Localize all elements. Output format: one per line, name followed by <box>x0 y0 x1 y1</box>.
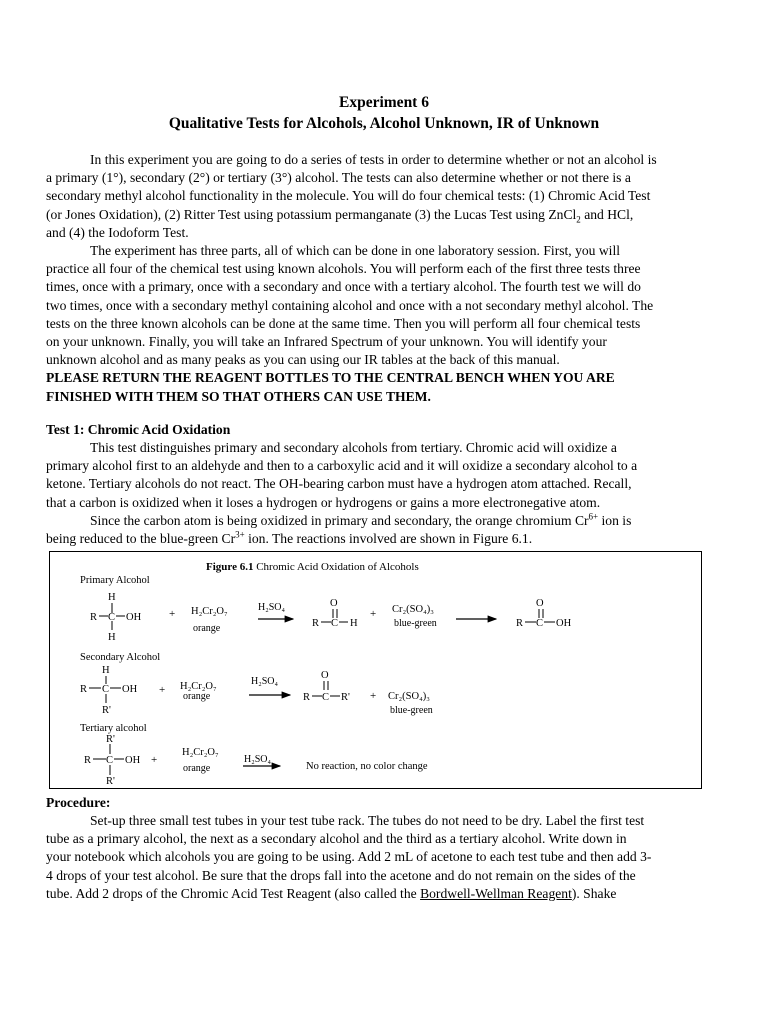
text-line: tests on the three known alcohols can be done at the same time. Then you will perform all four chemical tests <box>46 315 641 331</box>
text-line: The experiment has three parts, all of which can be done in one laboratory session. First, you will <box>90 243 621 259</box>
figure-6-1 <box>49 551 702 789</box>
warning-line: FINISHED WITH THEM SO THAT OTHERS CAN USE THEM. <box>46 388 431 404</box>
atom-c: C <box>322 692 330 703</box>
caption-bold: Figure 6.1 <box>206 561 254 573</box>
atom-r-double-prime: R' <box>106 734 115 745</box>
acid-label: H₂SO₄ <box>244 754 271 765</box>
atom-c: C <box>108 612 116 623</box>
plus-sign: + <box>370 690 377 702</box>
product-salt-label: Cr₂(SO₄)₃ <box>392 604 434 615</box>
section-heading-procedure: Procedure: <box>46 795 111 810</box>
atom-c: C <box>536 618 544 629</box>
atom-h-top: H <box>102 665 110 676</box>
atom-o: O <box>536 598 544 609</box>
atom-r-prime: R' <box>102 705 111 716</box>
text-line: secondary methyl alcohol functionality in the molecule. You will do four chemical tests: (1) Chromic Acid Test <box>46 188 651 204</box>
atom-oh: OH <box>126 612 142 623</box>
figure-caption <box>206 561 419 573</box>
text-line <box>46 206 722 224</box>
atom-c: C <box>331 618 339 629</box>
text-fragment: tube. Add 2 drops of the Chromic Acid Test Reagent (also called the <box>46 885 421 901</box>
text-line <box>46 885 722 903</box>
text-line: 4 drops of your test alcohol. Be sure that the drops fall into the acetone and do not remain on the sides of the <box>46 867 636 883</box>
atom-r: R <box>303 692 311 703</box>
orange-label: orange <box>183 691 211 702</box>
acid-label: H₂SO₄ <box>258 602 285 613</box>
test1-paragraph <box>46 439 722 548</box>
plus-sign: + <box>370 608 377 620</box>
atom-oh: OH <box>122 684 138 695</box>
primary-alcohol-label: Primary Alcohol <box>80 575 150 586</box>
atom-o: O <box>321 670 329 681</box>
subscript: 2 <box>576 214 581 225</box>
warning-line: PLEASE RETURN THE REAGENT BOTTLES TO THE CENTRAL BENCH WHEN YOU ARE <box>46 370 615 386</box>
text-line: a primary (1°), secondary (2°) or tertiary (3°) alcohol. The tests can also determine whether or not there is a <box>46 170 631 186</box>
product-salt-label: Cr₂(SO₄)₃ <box>388 691 430 702</box>
text-line <box>46 512 722 530</box>
text-line: tube as a primary alcohol, the next as a secondary alcohol and the third as a tertiary alcohol. Write down in <box>46 831 627 847</box>
text-fragment: ion is <box>598 512 632 528</box>
text-fragment: ion. The reactions involved are shown in Figure 6.1. <box>244 531 533 547</box>
atom-oh: OH <box>556 618 572 629</box>
atom-h-top: H <box>108 592 116 603</box>
text-fragment: ). Shake <box>571 885 617 901</box>
atom-r-prime: R' <box>341 692 350 703</box>
reagent-label: H₂Cr₂O₇ <box>180 681 217 692</box>
text-fragment: (or Jones Oxidation), (2) Ritter Test using potassium permanganate (3) the Lucas Test using ZnCl <box>46 206 577 222</box>
text-line: unknown alcohol and as many peaks as you can using our IR tables at the back of this manual. <box>46 352 560 368</box>
text-line: primary alcohol first to an aldehyde and then to a carboxylic acid and it will oxidize a secondary alcohol to a <box>46 458 638 474</box>
atom-h-bottom: H <box>108 632 116 643</box>
atom-r: R <box>312 618 320 629</box>
atom-r: R <box>80 684 88 695</box>
atom-r: R <box>516 618 524 629</box>
secondary-alcohol-label: Secondary Alcohol <box>80 652 161 663</box>
text-line: ketone. Tertiary alcohols do not react. The OH-bearing carbon must have a hydrogen atom attached. Recall, <box>46 476 632 492</box>
text-line: practice all four of the chemical test using known alcohols. You will perform each of the first three tests three <box>46 261 641 277</box>
atom-h: H <box>350 618 358 629</box>
text-line: In this experiment you are going to do a series of tests in order to determine whether or not an alcohol is <box>90 152 657 167</box>
superscript: 3+ <box>235 529 245 540</box>
atom-c: C <box>106 755 114 766</box>
text-line <box>46 530 722 548</box>
section-heading-test1: Test 1: Chromic Acid Oxidation <box>46 422 231 437</box>
orange-label: orange <box>193 623 221 634</box>
no-reaction-label: No reaction, no color change <box>306 761 428 772</box>
page-subtitle: Qualitative Tests for Alcohols, Alcohol Unknown, IR of Unknown <box>168 115 600 132</box>
plus-sign: + <box>169 608 176 620</box>
reagent-label: H₂Cr₂O₇ <box>182 747 219 758</box>
plus-sign: + <box>151 754 158 766</box>
text-line: on your unknown. Finally, you will take an Infrared Spectrum of your unknown. You will identify your <box>46 334 607 350</box>
blue-green-label: blue-green <box>390 705 433 716</box>
atom-o: O <box>330 598 338 609</box>
reagent-name-link: Bordwell-Wellman Reagent <box>420 885 572 901</box>
text-line: and (4) the Iodoform Test. <box>46 224 189 240</box>
atom-oh: OH <box>125 755 141 766</box>
tertiary-alcohol-label: Tertiary alcohol <box>80 723 147 734</box>
reagent-label: H₂Cr₂O₇ <box>191 606 228 617</box>
blue-green-label: blue-green <box>394 618 437 629</box>
text-line: your notebook which alcohols you are going to be using. Add 2 mL of acetone to each test tube and then add 3- <box>46 849 652 865</box>
superscript: 6+ <box>588 511 599 522</box>
text-fragment: Since the carbon atom is being oxidized in primary and secondary, the orange chromium Cr <box>90 512 589 528</box>
plus-sign: + <box>159 684 166 696</box>
reaction-diagram <box>50 552 701 788</box>
acid-label: H₂SO₄ <box>251 676 278 687</box>
text-line: that a carbon is oxidized when it loses a hydrogen or hydrogens or gains a more electronegative atom. <box>46 494 601 510</box>
text-line: two times, once with a secondary methyl containing alcohol and once with a not secondary methyl alcohol. The <box>46 297 654 313</box>
text-fragment: and HCl, <box>580 206 634 222</box>
orange-label: orange <box>183 763 211 774</box>
procedure-paragraph <box>46 812 722 903</box>
text-fragment: being reduced to the blue-green Cr <box>46 531 236 547</box>
atom-r-prime: R' <box>106 776 115 787</box>
text-line: This test distinguishes primary and secondary alcohols from tertiary. Chromic acid will oxidize a <box>90 440 617 455</box>
atom-r: R <box>90 612 98 623</box>
text-line: times, once with a primary, once with a secondary and once with a tertiary alcohol. The fourth test we will do <box>46 279 641 295</box>
page-title: Experiment 6 <box>339 94 429 111</box>
atom-c: C <box>102 684 110 695</box>
caption-text: Chromic Acid Oxidation of Alcohols <box>253 561 419 573</box>
intro-paragraph <box>46 151 722 406</box>
text-line: Set-up three small test tubes in your test tube rack. The tubes do not need to be dry. Label the first test <box>90 813 645 828</box>
atom-r: R <box>84 755 92 766</box>
